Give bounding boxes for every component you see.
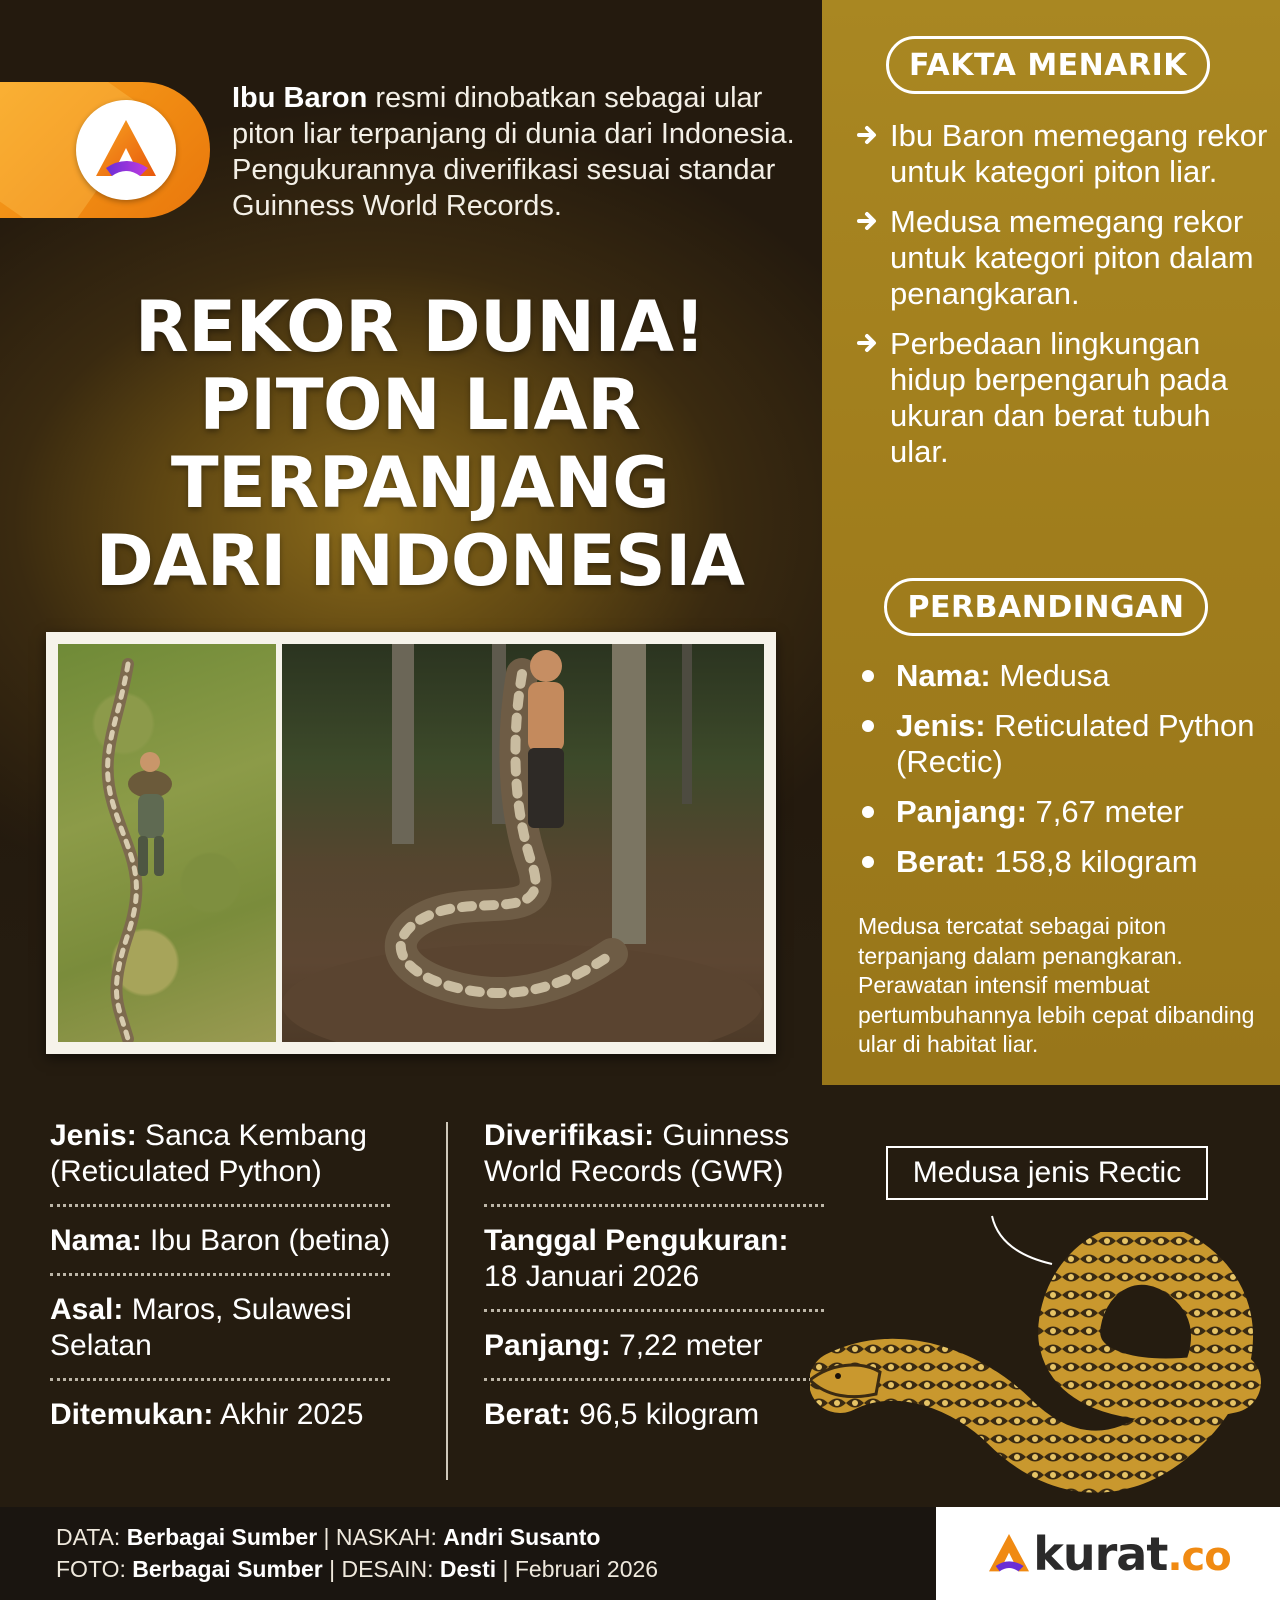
footer-credits: [0, 1507, 936, 1600]
data-value: Akhir 2025: [213, 1398, 364, 1431]
footer-desain-value: Desti: [439, 1556, 497, 1582]
brand-main-text: kurat: [1033, 1526, 1168, 1581]
bullet-dot-icon: [862, 856, 874, 868]
perbandingan-item: [858, 708, 1278, 780]
perbandingan-label: Berat:: [896, 844, 986, 879]
data-column-right: [484, 1118, 824, 1433]
footer-naskah-value: Andri Susanto: [443, 1524, 601, 1550]
brand-name: [1033, 1527, 1230, 1581]
footer-data-value: Berbagai Sumber: [126, 1524, 318, 1550]
brand-suffix-text: .co: [1167, 1533, 1231, 1580]
data-label: Ditemukan:: [50, 1398, 214, 1431]
perbandingan-label: Panjang:: [896, 794, 1027, 829]
perbandingan-item: [858, 844, 1278, 880]
photo-frame: [46, 632, 776, 1054]
fakta-menarik-title: FAKTA MENARIK: [886, 36, 1210, 94]
data-value: Guinness World Records (GWR): [484, 1119, 790, 1188]
footer-line-2: [56, 1553, 936, 1585]
dotted-divider: [50, 1204, 390, 1207]
data-row: [50, 1292, 440, 1364]
aerial-snake-photo: [58, 644, 276, 1042]
headline-line-3: TERPANJANG: [170, 442, 670, 524]
medusa-callout-label: Medusa jenis Rectic: [886, 1146, 1208, 1200]
dotted-divider: [50, 1273, 390, 1276]
data-value: Maros, Sulawesi Selatan: [50, 1293, 352, 1362]
perbandingan-label: Jenis:: [896, 708, 986, 743]
data-column-left: [50, 1118, 440, 1433]
fakta-text: Medusa memegang rekor untuk kategori piton dalam penangkaran.: [890, 204, 1254, 311]
perbandingan-value: Medusa: [990, 658, 1110, 693]
data-row: [484, 1223, 824, 1295]
perbandingan-title: PERBANDINGAN: [884, 578, 1208, 636]
bullet-dot-icon: [862, 670, 874, 682]
footer-foto-value: Berbagai Sumber: [132, 1556, 323, 1582]
perbandingan-item: [858, 658, 1278, 694]
footer-date: | Februari 2026: [496, 1556, 659, 1582]
data-row: [484, 1328, 824, 1364]
snake-illustration: [810, 1232, 1280, 1507]
data-row: [50, 1397, 440, 1433]
headline-line-1: REKOR DUNIA!: [134, 286, 706, 368]
forest-snake-photo: [282, 644, 764, 1042]
column-divider: [446, 1122, 448, 1480]
dotted-divider: [484, 1309, 824, 1312]
fakta-text: Perbedaan lingkungan hidup berpengaruh pada ukuran dan berat tubuh ular.: [890, 326, 1228, 469]
headline: [20, 288, 820, 600]
data-label: Diverifikasi:: [484, 1119, 655, 1152]
data-row: [484, 1118, 824, 1190]
arrow-right-icon: [856, 206, 878, 236]
data-row: [50, 1223, 440, 1259]
data-label: Asal:: [50, 1293, 124, 1326]
footer-desain-label: | DESAIN:: [322, 1556, 440, 1582]
arrow-right-icon: [856, 120, 878, 150]
data-label: Tanggal Pengukuran:: [484, 1224, 789, 1257]
dotted-divider: [484, 1204, 824, 1207]
dotted-divider: [50, 1378, 390, 1381]
perbandingan-label: Nama:: [896, 658, 991, 693]
data-label: Nama:: [50, 1224, 142, 1257]
fakta-list: [852, 118, 1272, 484]
fakta-item: [852, 326, 1272, 470]
perbandingan-value: Reticulated Python (Rectic): [896, 708, 1255, 779]
data-row: [50, 1118, 440, 1190]
data-value: Sanca Kembang (Reticulated Python): [50, 1119, 367, 1188]
footer-foto-label: FOTO:: [56, 1556, 133, 1582]
footer-naskah-label: | NASKAH:: [317, 1524, 444, 1550]
data-value: Ibu Baron (betina): [141, 1224, 391, 1257]
intro-text: resmi dinobatkan sebagai ular piton liar terpanjang di dunia dari Indonesia. Pengukurannya diverifikasi sesuai standar Guinness World Records.: [232, 82, 795, 222]
perbandingan-list: [858, 658, 1278, 894]
data-value: 18 Januari 2026: [484, 1260, 700, 1293]
footer-line-1: [56, 1521, 936, 1553]
headline-line-2: PITON LIAR: [199, 364, 641, 446]
intro-name: Ibu Baron: [232, 82, 368, 114]
data-label: Berat:: [484, 1398, 571, 1431]
data-row: [484, 1397, 824, 1433]
arrow-right-icon: [856, 328, 878, 358]
intro-paragraph: [232, 80, 802, 224]
data-label: Jenis:: [50, 1119, 137, 1152]
akurat-a-icon: [985, 1530, 1033, 1578]
perbandingan-note: Medusa tercatat sebagai piton terpanjang dalam penangkaran. Perawatan intensif membuat pertumbuhannya lebih cepat dibanding ular di habitat liar.: [858, 913, 1255, 1057]
data-label: Panjang:: [484, 1329, 611, 1362]
akurat-logo-badge: [0, 82, 210, 218]
perbandingan-value: 7,67 meter: [1026, 794, 1184, 829]
headline-line-4: DARI INDONESIA: [95, 520, 745, 602]
perbandingan-item: [858, 794, 1278, 830]
bullet-dot-icon: [862, 720, 874, 732]
akurat-logo-icon: [76, 100, 176, 200]
perbandingan-value: 158,8 kilogram: [985, 844, 1198, 879]
akurat-brand-logo[interactable]: [936, 1507, 1280, 1600]
footer-data-label: DATA:: [56, 1524, 127, 1550]
dotted-divider: [484, 1378, 824, 1381]
fakta-item: [852, 204, 1272, 312]
data-value: 96,5 kilogram: [570, 1398, 760, 1431]
fakta-item: [852, 118, 1272, 190]
bullet-dot-icon: [862, 806, 874, 818]
fakta-text: Ibu Baron memegang rekor untuk kategori piton liar.: [890, 118, 1268, 189]
data-value: 7,22 meter: [610, 1329, 763, 1362]
